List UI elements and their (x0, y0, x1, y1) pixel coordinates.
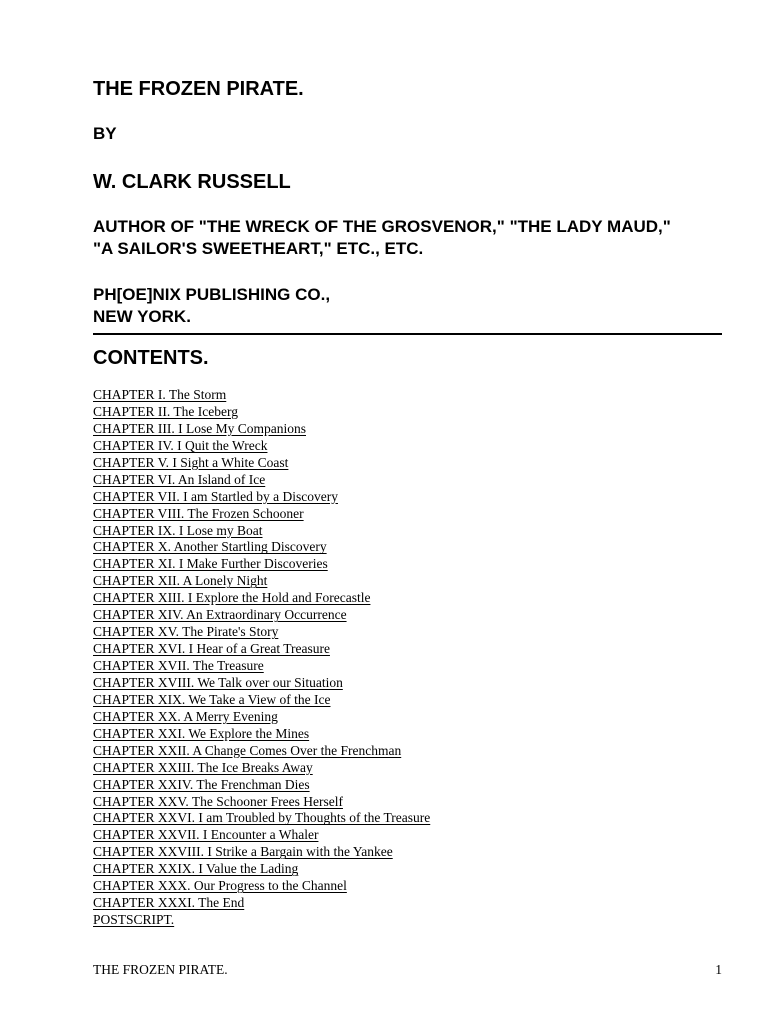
toc-link[interactable]: CHAPTER VI. An Island of Ice (93, 471, 266, 487)
toc-link[interactable]: CHAPTER XIX. We Take a View of the Ice (93, 691, 331, 707)
toc-link[interactable]: CHAPTER XXIII. The Ice Breaks Away (93, 759, 313, 775)
toc-link[interactable]: CHAPTER XXXI. The End (93, 895, 245, 911)
author-works-line-2: "A SAILOR'S SWEETHEART," ETC., ETC. (93, 239, 424, 258)
toc-link[interactable]: CHAPTER XXI. We Explore the Mines (93, 725, 310, 741)
toc-item (93, 590, 430, 607)
toc-item (93, 827, 430, 844)
toc-item (93, 675, 430, 692)
toc-link[interactable]: CHAPTER XIV. An Extraordinary Occurrence (93, 607, 347, 623)
toc-item (93, 692, 430, 709)
toc-item (93, 624, 430, 641)
book-title: THE FROZEN PIRATE. (93, 78, 304, 100)
toc-link[interactable]: CHAPTER IV. I Quit the Wreck (93, 437, 268, 453)
toc-item (93, 489, 430, 506)
author-works-line-1: AUTHOR OF "THE WRECK OF THE GROSVENOR," "THE LADY MAUD," (93, 217, 671, 236)
page-number: 1 (715, 962, 722, 977)
toc-item (93, 472, 430, 489)
footer-title: THE FROZEN PIRATE. (93, 962, 228, 977)
toc-item (93, 421, 430, 438)
author-name: W. CLARK RUSSELL (93, 171, 291, 193)
toc-item (93, 794, 430, 811)
toc-item (93, 573, 430, 590)
toc-link[interactable]: CHAPTER XXIV. The Frenchman Dies (93, 776, 310, 792)
toc-link[interactable]: CHAPTER XI. I Make Further Discoveries (93, 556, 328, 572)
toc-link[interactable]: CHAPTER XIII. I Explore the Hold and Forecastle (93, 590, 371, 606)
publisher-line-1: PH[OE]NIX PUBLISHING CO., (93, 285, 331, 304)
toc-item (93, 777, 430, 794)
toc-link[interactable]: CHAPTER XX. A Merry Evening (93, 708, 278, 724)
toc-item (93, 539, 430, 556)
toc-link[interactable]: CHAPTER XII. A Lonely Night (93, 573, 268, 589)
toc-item (93, 523, 430, 540)
toc-link[interactable]: CHAPTER XVIII. We Talk over our Situation (93, 674, 343, 690)
toc-item (93, 641, 430, 658)
toc-item (93, 438, 430, 455)
toc-link[interactable]: CHAPTER X. Another Startling Discovery (93, 539, 327, 555)
toc-link[interactable]: CHAPTER XXX. Our Progress to the Channel (93, 878, 347, 894)
toc-link[interactable]: CHAPTER II. The Iceberg (93, 403, 238, 419)
toc-item (93, 709, 430, 726)
toc-item (93, 743, 430, 760)
table-of-contents (93, 387, 430, 929)
toc-item (93, 878, 430, 895)
by-line: BY (93, 124, 117, 143)
horizontal-divider (93, 333, 722, 335)
publisher (93, 284, 330, 328)
toc-link[interactable]: CHAPTER XVII. The Treasure (93, 658, 264, 673)
toc-link[interactable]: CHAPTER V. I Sight a White Coast (93, 454, 289, 470)
toc-item (93, 506, 430, 523)
toc-item (93, 844, 430, 861)
contents-heading: CONTENTS. (93, 347, 209, 369)
toc-item (93, 895, 430, 912)
toc-link[interactable]: CHAPTER XV. The Pirate's Story (93, 624, 279, 640)
toc-item (93, 760, 430, 777)
publisher-line-2: NEW YORK. (93, 307, 191, 326)
toc-item (93, 726, 430, 743)
toc-item (93, 387, 430, 404)
toc-item (93, 556, 430, 573)
toc-link[interactable]: CHAPTER VII. I am Startled by a Discovery (93, 488, 338, 504)
toc-item (93, 810, 430, 827)
toc-link[interactable]: CHAPTER I. The Storm (93, 387, 227, 402)
toc-link[interactable]: CHAPTER XXIX. I Value the Lading (93, 861, 299, 877)
toc-link[interactable]: POSTSCRIPT. (93, 912, 175, 928)
toc-link[interactable]: CHAPTER XVI. I Hear of a Great Treasure (93, 641, 330, 657)
toc-item (93, 861, 430, 878)
toc-item (93, 658, 430, 675)
toc-item (93, 404, 430, 421)
toc-item (93, 455, 430, 472)
toc-link[interactable]: CHAPTER XXVI. I am Troubled by Thoughts of the Treasure (93, 810, 431, 826)
toc-link[interactable]: CHAPTER XXVII. I Encounter a Whaler (93, 827, 319, 843)
toc-item (93, 912, 430, 929)
toc-link[interactable]: CHAPTER VIII. The Frozen Schooner (93, 505, 304, 521)
toc-link[interactable]: CHAPTER XXII. A Change Comes Over the Frenchman (93, 742, 402, 758)
author-works (93, 216, 671, 260)
toc-link[interactable]: CHAPTER IX. I Lose my Boat (93, 522, 263, 538)
toc-item (93, 607, 430, 624)
toc-link[interactable]: CHAPTER III. I Lose My Companions (93, 420, 306, 436)
toc-link[interactable]: CHAPTER XXVIII. I Strike a Bargain with the Yankee (93, 844, 393, 860)
toc-link[interactable]: CHAPTER XXV. The Schooner Frees Herself (93, 793, 343, 809)
